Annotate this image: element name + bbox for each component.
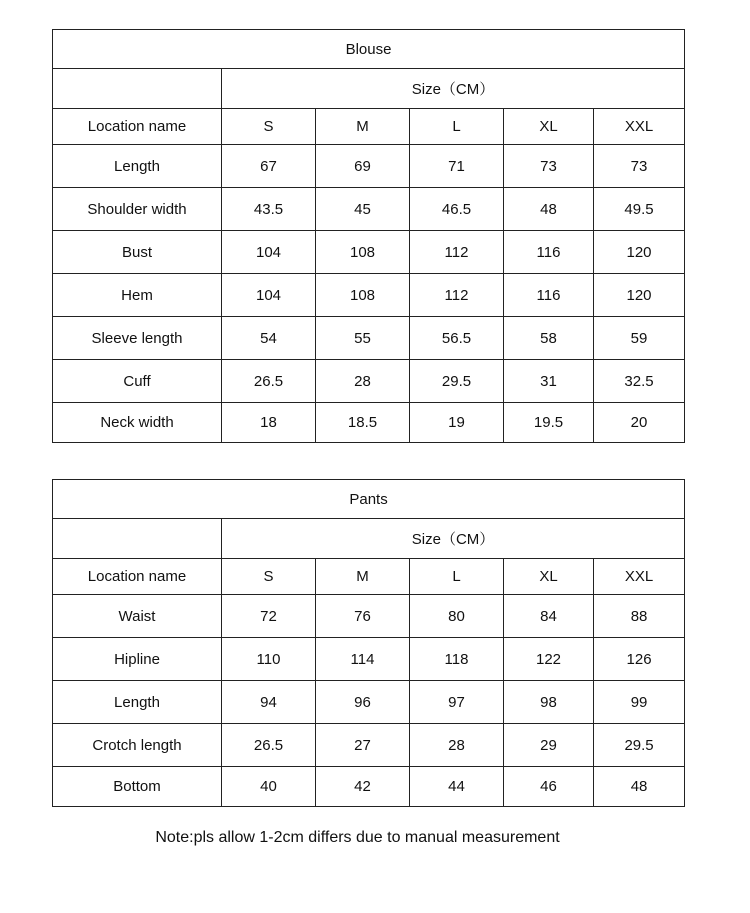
cell-value: 20 <box>594 403 685 443</box>
row-label: Shoulder width <box>53 188 222 231</box>
row-label: Neck width <box>53 403 222 443</box>
table-row <box>53 317 685 360</box>
cell-value: 29.5 <box>410 360 504 403</box>
blouse-header-l: L <box>410 109 504 145</box>
table-row <box>53 681 685 724</box>
row-label: Crotch length <box>53 724 222 767</box>
pants-header-l: L <box>410 559 504 595</box>
row-label: Bust <box>53 231 222 274</box>
cell-value: 19.5 <box>504 403 594 443</box>
measurement-note: Note:pls allow 1-2cm differs due to manual measurement <box>155 829 560 846</box>
cell-value: 54 <box>222 317 316 360</box>
cell-value: 104 <box>222 274 316 317</box>
row-label: Length <box>53 681 222 724</box>
blouse-header-s: S <box>222 109 316 145</box>
cell-value: 97 <box>410 681 504 724</box>
blouse-size-table <box>52 29 685 443</box>
pants-title: Pants <box>53 480 685 519</box>
row-label: Sleeve length <box>53 317 222 360</box>
row-label: Length <box>53 145 222 188</box>
pants-header-location: Location name <box>53 559 222 595</box>
cell-value: 56.5 <box>410 317 504 360</box>
cell-value: 73 <box>594 145 685 188</box>
pants-header-m: M <box>316 559 410 595</box>
cell-value: 80 <box>410 595 504 638</box>
cell-value: 29 <box>504 724 594 767</box>
cell-value: 114 <box>316 638 410 681</box>
table-row <box>53 145 685 188</box>
cell-value: 18.5 <box>316 403 410 443</box>
blouse-header-xl: XL <box>504 109 594 145</box>
cell-value: 120 <box>594 231 685 274</box>
cell-value: 26.5 <box>222 724 316 767</box>
table-row <box>53 188 685 231</box>
cell-value: 71 <box>410 145 504 188</box>
cell-value: 73 <box>504 145 594 188</box>
cell-value: 118 <box>410 638 504 681</box>
table-row <box>53 767 685 807</box>
cell-value: 108 <box>316 274 410 317</box>
blouse-empty-corner <box>53 69 222 109</box>
cell-value: 88 <box>594 595 685 638</box>
table-row <box>53 403 685 443</box>
pants-empty-corner <box>53 519 222 559</box>
cell-value: 49.5 <box>594 188 685 231</box>
cell-value: 45 <box>316 188 410 231</box>
cell-value: 48 <box>594 767 685 807</box>
table-row <box>53 231 685 274</box>
pants-header-xxl: XXL <box>594 559 685 595</box>
cell-value: 98 <box>504 681 594 724</box>
cell-value: 120 <box>594 274 685 317</box>
cell-value: 28 <box>410 724 504 767</box>
cell-value: 46 <box>504 767 594 807</box>
blouse-title: Blouse <box>53 30 685 69</box>
cell-value: 99 <box>594 681 685 724</box>
cell-value: 58 <box>504 317 594 360</box>
cell-value: 94 <box>222 681 316 724</box>
table-row <box>53 595 685 638</box>
cell-value: 108 <box>316 231 410 274</box>
cell-value: 29.5 <box>594 724 685 767</box>
blouse-header-m: M <box>316 109 410 145</box>
cell-value: 76 <box>316 595 410 638</box>
pants-size-table <box>52 479 685 807</box>
cell-value: 27 <box>316 724 410 767</box>
blouse-header-xxl: XXL <box>594 109 685 145</box>
row-label: Hem <box>53 274 222 317</box>
cell-value: 28 <box>316 360 410 403</box>
row-label: Waist <box>53 595 222 638</box>
cell-value: 42 <box>316 767 410 807</box>
cell-value: 40 <box>222 767 316 807</box>
table-row <box>53 274 685 317</box>
cell-value: 59 <box>594 317 685 360</box>
blouse-size-label: Size（CM） <box>222 69 685 109</box>
cell-value: 26.5 <box>222 360 316 403</box>
cell-value: 112 <box>410 274 504 317</box>
table-row <box>53 360 685 403</box>
pants-header-xl: XL <box>504 559 594 595</box>
cell-value: 126 <box>594 638 685 681</box>
pants-header-s: S <box>222 559 316 595</box>
cell-value: 67 <box>222 145 316 188</box>
cell-value: 18 <box>222 403 316 443</box>
row-label: Bottom <box>53 767 222 807</box>
cell-value: 46.5 <box>410 188 504 231</box>
pants-size-label: Size（CM） <box>222 519 685 559</box>
cell-value: 110 <box>222 638 316 681</box>
cell-value: 116 <box>504 231 594 274</box>
table-row <box>53 638 685 681</box>
blouse-header-location: Location name <box>53 109 222 145</box>
row-label: Hipline <box>53 638 222 681</box>
cell-value: 19 <box>410 403 504 443</box>
cell-value: 112 <box>410 231 504 274</box>
cell-value: 122 <box>504 638 594 681</box>
cell-value: 55 <box>316 317 410 360</box>
cell-value: 43.5 <box>222 188 316 231</box>
cell-value: 48 <box>504 188 594 231</box>
row-label: Cuff <box>53 360 222 403</box>
cell-value: 69 <box>316 145 410 188</box>
table-row <box>53 724 685 767</box>
cell-value: 44 <box>410 767 504 807</box>
cell-value: 72 <box>222 595 316 638</box>
cell-value: 32.5 <box>594 360 685 403</box>
cell-value: 116 <box>504 274 594 317</box>
cell-value: 104 <box>222 231 316 274</box>
cell-value: 31 <box>504 360 594 403</box>
cell-value: 96 <box>316 681 410 724</box>
cell-value: 84 <box>504 595 594 638</box>
